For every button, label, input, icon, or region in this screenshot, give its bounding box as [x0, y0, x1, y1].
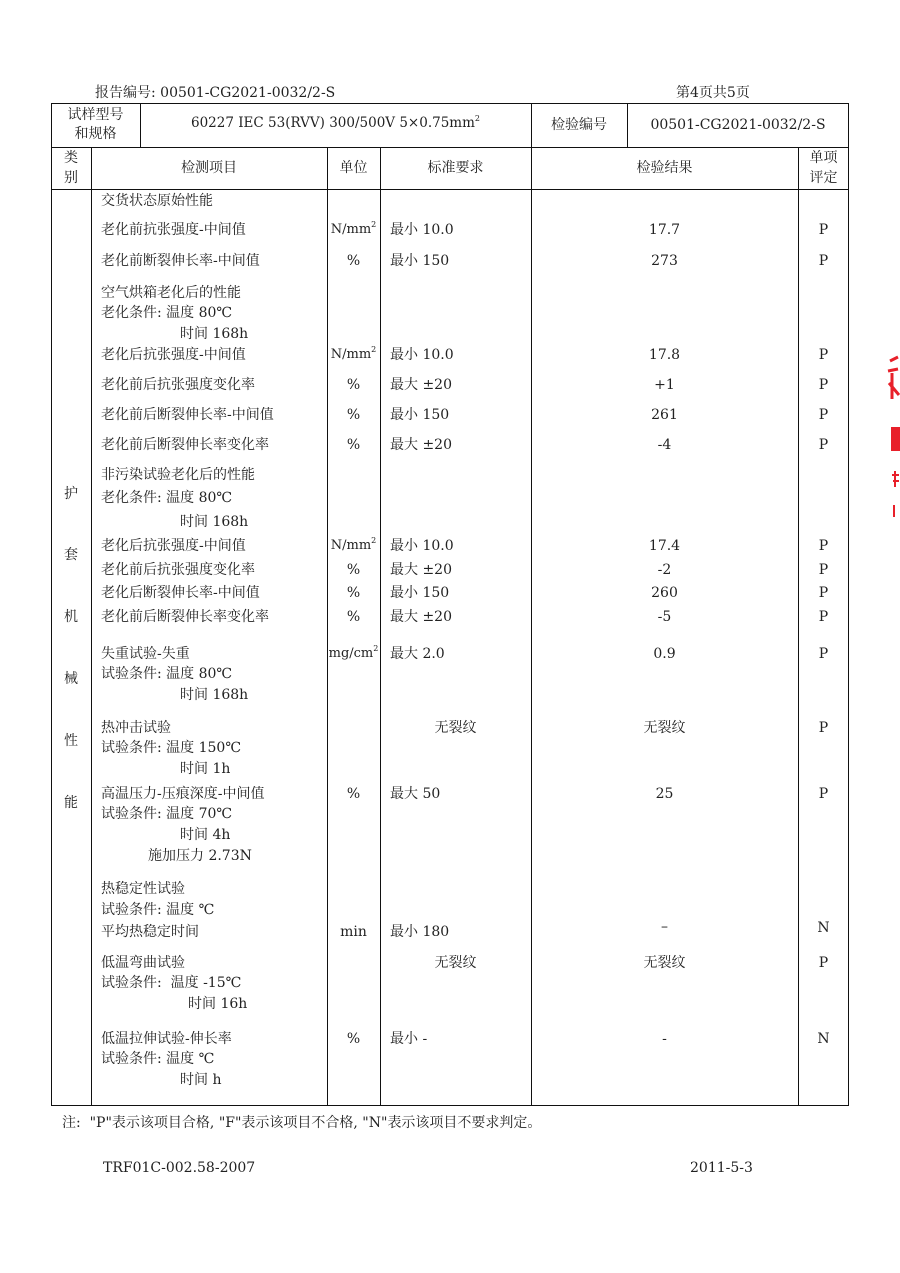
item-label: 交货状态原始性能 [101, 193, 213, 209]
item-label: 热稳定性试验 [101, 881, 185, 897]
item-label: 低温弯曲试验 [101, 955, 185, 971]
item-condition: 试验条件: 温度 70℃ [101, 806, 233, 822]
header-item: 检测项目 [181, 160, 237, 176]
item-label: 平均热稳定时间 [101, 924, 199, 940]
standard-value: 最大 ±20 [390, 437, 452, 453]
item-condition: 试验条件: 温度 150℃ [101, 740, 241, 756]
unit-value: % [346, 562, 361, 578]
item-condition: 试验条件: 温度 80℃ [101, 666, 233, 682]
result-value: -5 [657, 609, 672, 625]
inspect-value: 00501-CG2021-0032/2-S [650, 117, 826, 133]
item-label: 老化前后抗张强度变化率 [101, 562, 255, 578]
category-char: 械 [64, 671, 78, 687]
unit-value: % [346, 437, 361, 453]
result-value: 261 [651, 407, 678, 423]
item-label: 老化前后断裂伸长率-中间值 [101, 407, 274, 423]
header-judge: 单项 [809, 150, 838, 166]
result-value: 17.8 [648, 347, 681, 363]
item-condition: 老化条件: 温度 80℃ [101, 305, 233, 321]
header-unit: 单位 [339, 160, 368, 176]
unit-value: $N/mm^2$ [330, 345, 377, 362]
header-result: 检验结果 [636, 160, 693, 176]
item-label: 老化后断裂伸长率-中间值 [101, 585, 260, 601]
standard-value: 最大 ±20 [390, 377, 452, 393]
standard-value: 最小 10.0 [390, 538, 454, 554]
result-value: – [661, 919, 668, 935]
item-label: 热冲击试验 [101, 720, 171, 736]
unit-value: % [346, 1031, 361, 1047]
standard-value: 最小 180 [390, 924, 450, 940]
unit-value: % [346, 407, 361, 423]
item-condition: 时间 16h [188, 996, 248, 1012]
category-char: 套 [64, 547, 78, 563]
stamp-mark [888, 357, 899, 399]
standard-value: 最大 2.0 [390, 646, 445, 662]
col-divider [91, 147, 92, 1106]
judge-value: P [818, 538, 829, 554]
standard-value: 最大 50 [390, 786, 441, 802]
row-divider [51, 189, 849, 190]
item-label: 老化后抗张强度-中间值 [101, 347, 246, 363]
judge-value: P [818, 646, 829, 662]
model-value: 60227 IEC 53(RVV) 300/500V $5\times 0.75mm^2$ [190, 114, 480, 131]
item-condition: 时间 1h [180, 761, 231, 777]
result-value: 273 [651, 253, 678, 269]
judge-value: N [817, 1031, 830, 1047]
result-value: 25 [655, 786, 674, 802]
item-label: 空气烘箱老化后的性能 [101, 285, 241, 301]
stamp-mark [891, 427, 900, 451]
result-value: 无裂纹 [643, 955, 686, 971]
judge-value: P [818, 786, 829, 802]
result-value: -4 [657, 437, 672, 453]
judge-value: P [818, 222, 829, 238]
category-char: 护 [64, 486, 78, 502]
header-judge: 评定 [809, 170, 838, 186]
model-label: 试样型号 [67, 107, 124, 123]
item-condition: 试验条件: 温度 ℃ [101, 1051, 215, 1067]
category-char: 机 [64, 609, 78, 625]
judge-value: P [818, 955, 829, 971]
item-label: 老化前抗张强度-中间值 [101, 222, 246, 238]
row-divider [51, 147, 849, 148]
item-condition: 试验条件: 温度 -15℃ [101, 975, 242, 991]
result-value: 0.9 [653, 646, 676, 662]
report-number: 报告编号: 00501-CG2021-0032/2-S [95, 85, 336, 101]
standard-value: 最小 150 [390, 407, 450, 423]
standard-value: 最大 ±20 [390, 562, 452, 578]
judge-value: P [818, 562, 829, 578]
judge-value: P [818, 609, 829, 625]
model-label: 和规格 [74, 126, 117, 142]
item-label: 老化前后断裂伸长率变化率 [101, 609, 269, 625]
item-condition: 老化条件: 温度 80℃ [101, 490, 233, 506]
item-label: 老化前后断裂伸长率变化率 [101, 437, 269, 453]
item-label: 失重试验-失重 [101, 646, 190, 662]
item-condition: 时间 h [180, 1072, 222, 1088]
result-value: +1 [654, 377, 675, 393]
judge-value: P [818, 407, 829, 423]
judge-value: P [818, 437, 829, 453]
result-value: 17.7 [648, 222, 681, 238]
judge-value: P [818, 347, 829, 363]
unit-value: $mg/cm^2$ [328, 644, 379, 661]
standard-value: 无裂纹 [434, 955, 477, 971]
header-category: 别 [64, 170, 78, 186]
standard-value: 最大 ±20 [390, 609, 452, 625]
standard-value: 最小 - [390, 1031, 428, 1047]
standard-value: 最小 150 [390, 585, 450, 601]
unit-value: $N/mm^2$ [330, 536, 377, 553]
item-condition: 试验条件: 温度 ℃ [101, 902, 215, 918]
judge-value: P [818, 585, 829, 601]
inspect-label: 检验编号 [551, 117, 607, 133]
unit-value: % [346, 786, 361, 802]
item-label: 低温拉伸试验-伸长率 [101, 1031, 232, 1047]
item-label: 老化前后抗张强度变化率 [101, 377, 255, 393]
result-value: 260 [651, 585, 678, 601]
item-condition: 时间 168h [180, 514, 249, 530]
header-standard: 标准要求 [427, 160, 484, 176]
result-value: 17.4 [648, 538, 681, 554]
item-condition: 施加压力 2.73N [148, 848, 252, 864]
category-char: 性 [64, 733, 78, 749]
footnote: 注: "P"表示该项目合格, "F"表示该项目不合格, "N"表示该项目不要求判定。 [62, 1115, 542, 1131]
unit-value: % [346, 609, 361, 625]
judge-value: N [817, 920, 830, 936]
item-condition: 时间 168h [180, 326, 249, 342]
category-char: 能 [64, 795, 78, 811]
item-label: 高温压力-压痕深度-中间值 [101, 786, 265, 802]
item-label: 老化前断裂伸长率-中间值 [101, 253, 260, 269]
standard-value: 最小 10.0 [390, 222, 454, 238]
standard-value: 最小 10.0 [390, 347, 454, 363]
col-divider [327, 147, 328, 1106]
result-value: 无裂纹 [643, 720, 686, 736]
standard-value: 无裂纹 [434, 720, 477, 736]
unit-value: % [346, 253, 361, 269]
form-code: TRF01C-002.58-2007 [103, 1160, 256, 1176]
unit-value: % [346, 377, 361, 393]
standard-value: 最小 150 [390, 253, 450, 269]
form-date: 2011-5-3 [690, 1160, 753, 1176]
item-condition: 时间 4h [180, 827, 231, 843]
item-label: 老化后抗张强度-中间值 [101, 538, 246, 554]
judge-value: P [818, 720, 829, 736]
stamp-mark [892, 471, 899, 517]
judge-value: P [818, 377, 829, 393]
judge-value: P [818, 253, 829, 269]
unit-value: $N/mm^2$ [330, 220, 377, 237]
result-value: -2 [657, 562, 672, 578]
result-value: - [662, 1031, 667, 1047]
unit-value: min [340, 924, 367, 940]
item-label: 非污染试验老化后的性能 [101, 467, 255, 483]
stamp-fragment [884, 355, 900, 520]
unit-value: % [346, 585, 361, 601]
item-condition: 时间 168h [180, 687, 249, 703]
page-info: 第4页共5页 [676, 85, 750, 101]
header-category: 类 [64, 150, 78, 166]
